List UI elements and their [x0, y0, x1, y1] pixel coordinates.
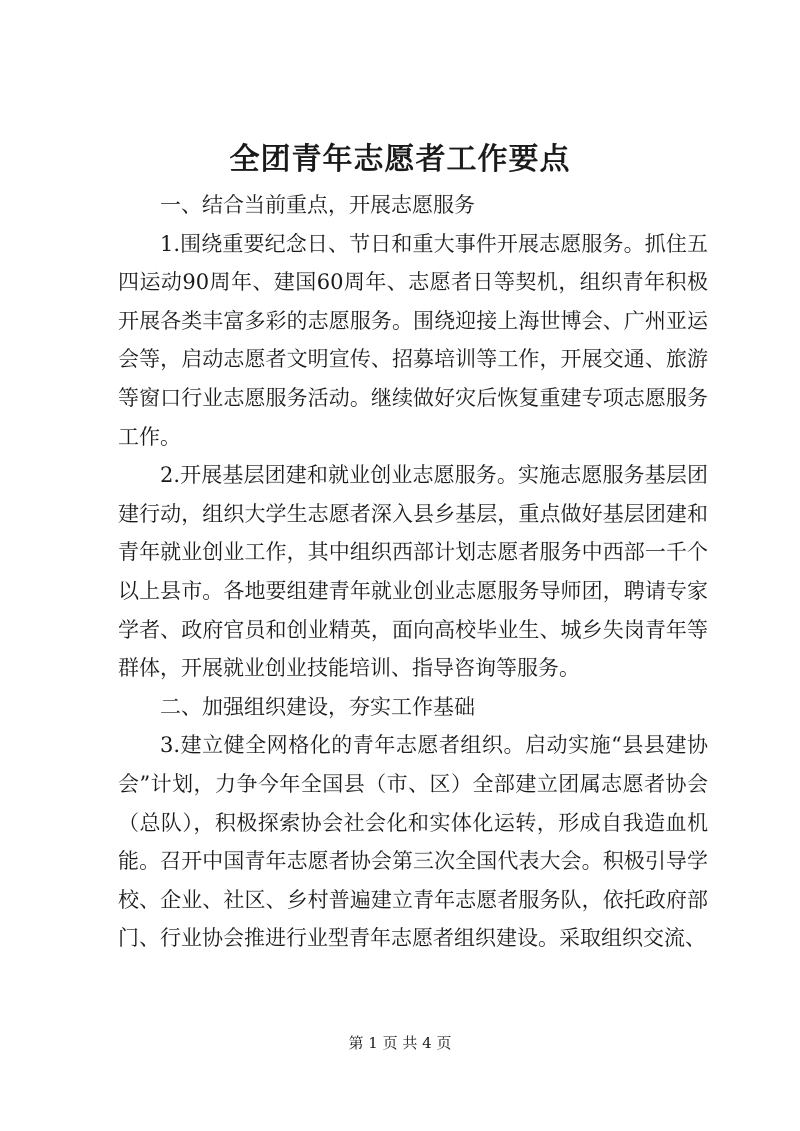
section-heading-2: 二、加强组织建设，夯实工作基础 — [160, 694, 475, 719]
document-title: 全团青年志愿者工作要点 — [229, 142, 571, 177]
section-heading-1: 一、结合当前重点，开展志愿服务 — [160, 193, 475, 217]
paragraph-3: 3.建立健全网格化的青年志愿者组织。启动实施“县县建协会”计划，力争今年全国县（市、区）全部建立团属志愿者协会（总队），积极探索协会社会化和实体化运转，形成自我造血机能。召开中国青年志愿者协会第三次全国代表大会。积极引导学校、企业、社区、乡村普遍建立青年志愿者服务队，依托政府部门、行业协会推进行业型青年志愿者组织建设。采取组织交流、 — [118, 733, 708, 951]
paragraph-2: 2.开展基层团建和就业创业志愿服务。实施志愿服务基层团建行动，组织大学生志愿者深入县乡基层，重点做好基层团建和青年就业创业工作，其中组织西部计划志愿者服务中西部一千个以上县市。各地要组建青年就业创业志愿服务导师团，聘请专家学者、政府官员和创业精英，面向高校毕业生、城乡失岗青年等群体，开展就业创业技能培训、指导咨询等服务。 — [118, 463, 708, 681]
paragraph-1: 1.围绕重要纪念日、节日和重大事件开展志愿服务。抓住五四运动90周年、建国60周年、志愿者日等契机，组织青年积极开展各类丰富多彩的志愿服务。围绕迎接上海世博会、广州亚运会等，启动志愿者文明宣传、招募培训等工作，开展交通、旅游等窗口行业志愿服务活动。继续做好灾后恢复重建专项志愿服务工作。 — [118, 231, 708, 449]
page-footer: 第 1 页 共 4 页 — [348, 1034, 452, 1052]
document-body — [118, 186, 708, 958]
